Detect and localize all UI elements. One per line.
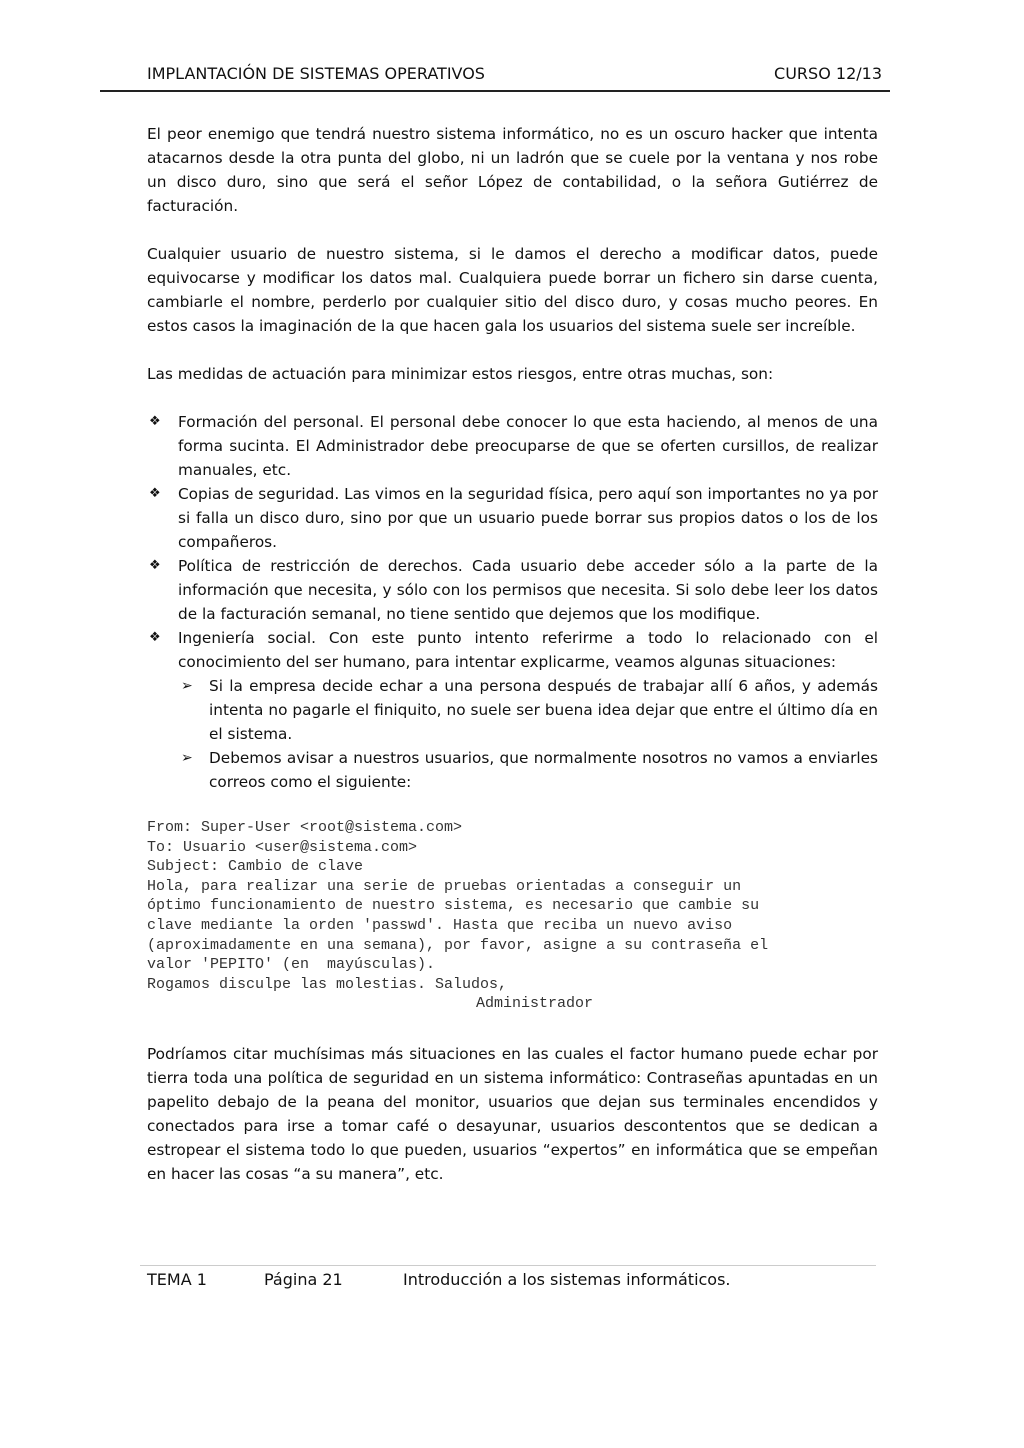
- diamond-bullet-icon: ❖: [149, 486, 161, 501]
- page-footer: [140, 1265, 876, 1289]
- closing-paragraph: Podríamos citar muchísimas más situaciones en las cuales el factor humano puede echar por tierra toda una política de seguridad en un sistema informático: Contraseñas apuntadas en un papelito debajo de la peana del monitor, usuarios que dejan sus terminales encendidos y conectados para irse a tomar café o desayunar, usuarios descontentos que se dedican a estropear el sistema todo lo que pueden, usuarios “expertos” en informática que se empeñan en hacer las cosas “a su manera”, etc.: [147, 1044, 878, 1183]
- email-line: Rogamos disculpe las molestias. Saludos,: [147, 975, 508, 993]
- paragraph-2: Cualquier usuario de nuestro sistema, si le damos el derecho a modificar datos, puede equivocarse y modificar los datos mal. Cualquiera puede borrar un fichero sin darse cuenta, cambiarle el nombre, perderlo por cualquier sitio del disco duro, y cosas mucho peores. En estos casos la imaginación de la que hacen gala los usuarios del sistema suele ser increíble.: [147, 245, 878, 335]
- list-item-text: Política de restricción de derechos. Cada usuario debe acceder sólo a la parte de la información que necesita, y sólo con los permisos que necesita. Si solo debe leer los datos de la facturación semanal, no tiene sentido que dejemos que los modifique.: [178, 557, 878, 623]
- email-signature: Administrador: [476, 995, 594, 1013]
- email-line: From: Super-User <root@sistema.com>: [147, 819, 463, 836]
- arrow-bullet-icon: ➢: [181, 750, 193, 766]
- header-course: CURSO 12/13: [774, 64, 882, 83]
- page-content: [147, 122, 878, 1210]
- footer-tema: TEMA 1: [147, 1270, 207, 1289]
- email-line: (aproximadamente en una semana), por favor, asigne a su contraseña el: [147, 936, 769, 954]
- email-line: Subject: Cambio de clave: [147, 858, 364, 876]
- header-title: IMPLANTACIÓN DE SISTEMAS OPERATIVOS: [147, 64, 485, 83]
- email-example: [147, 818, 878, 1014]
- email-line: valor 'PEPITO' (en mayúsculas).: [147, 956, 436, 974]
- diamond-bullet-icon: ❖: [149, 630, 161, 645]
- list-item: [147, 626, 878, 794]
- sub-list: [178, 674, 878, 794]
- sub-list-item: [178, 746, 878, 794]
- list-item-text: Formación del personal. El personal debe conocer lo que esta haciendo, al menos de una forma sucinta. El Administrador debe preocuparse de que se oferten cursillos, de realizar manuales, etc.: [178, 413, 878, 479]
- email-line: clave mediante la orden 'passwd'. Hasta que reciba un nuevo aviso: [147, 916, 733, 934]
- measures-list: [147, 410, 878, 794]
- page-header: [100, 62, 890, 92]
- sub-list-item-text: Debemos avisar a nuestros usuarios, que normalmente nosotros no vamos a enviarles correos como el siguiente:: [209, 749, 878, 791]
- footer-subject: Introducción a los sistemas informáticos.: [403, 1270, 731, 1289]
- list-item: [147, 554, 878, 626]
- sub-list-item: [178, 674, 878, 746]
- list-item-text: Ingeniería social. Con este punto intento referirme a todo lo relacionado con el conocimiento del ser humano, para intentar explicarme, veamos algunas situaciones:: [178, 629, 878, 671]
- diamond-bullet-icon: ❖: [149, 414, 161, 429]
- arrow-bullet-icon: ➢: [181, 678, 193, 694]
- diamond-bullet-icon: ❖: [149, 558, 161, 573]
- list-item: [147, 482, 878, 554]
- email-line: óptimo funcionamiento de nuestro sistema, es necesario que cambie su: [147, 897, 760, 915]
- email-line: To: Usuario <user@sistema.com>: [147, 838, 418, 856]
- email-line: Hola, para realizar una serie de pruebas orientadas a conseguir un: [147, 877, 742, 895]
- paragraph-1: El peor enemigo que tendrá nuestro sistema informático, no es un oscuro hacker que intenta atacarnos desde la otra punta del globo, ni un ladrón que se cuele por la ventana y nos robe un disco duro, sino que será el señor López de contabilidad, o la señora Gutiérrez de facturación.: [147, 125, 878, 215]
- footer-page-number: Página 21: [264, 1270, 343, 1289]
- list-item-text: Copias de seguridad. Las vimos en la seguridad física, pero aquí son importantes no ya por si falla un disco duro, sino por que un usuario puede borrar sus propios datos o los de los compañeros.: [178, 485, 878, 551]
- list-item: [147, 410, 878, 482]
- paragraph-3: Las medidas de actuación para minimizar estos riesgos, entre otras muchas, son:: [147, 365, 774, 383]
- sub-list-item-text: Si la empresa decide echar a una persona después de trabajar allí 6 años, y además intenta no pagarle el finiquito, no suele ser buena idea dejar que entre el último día en el sistema.: [209, 677, 878, 743]
